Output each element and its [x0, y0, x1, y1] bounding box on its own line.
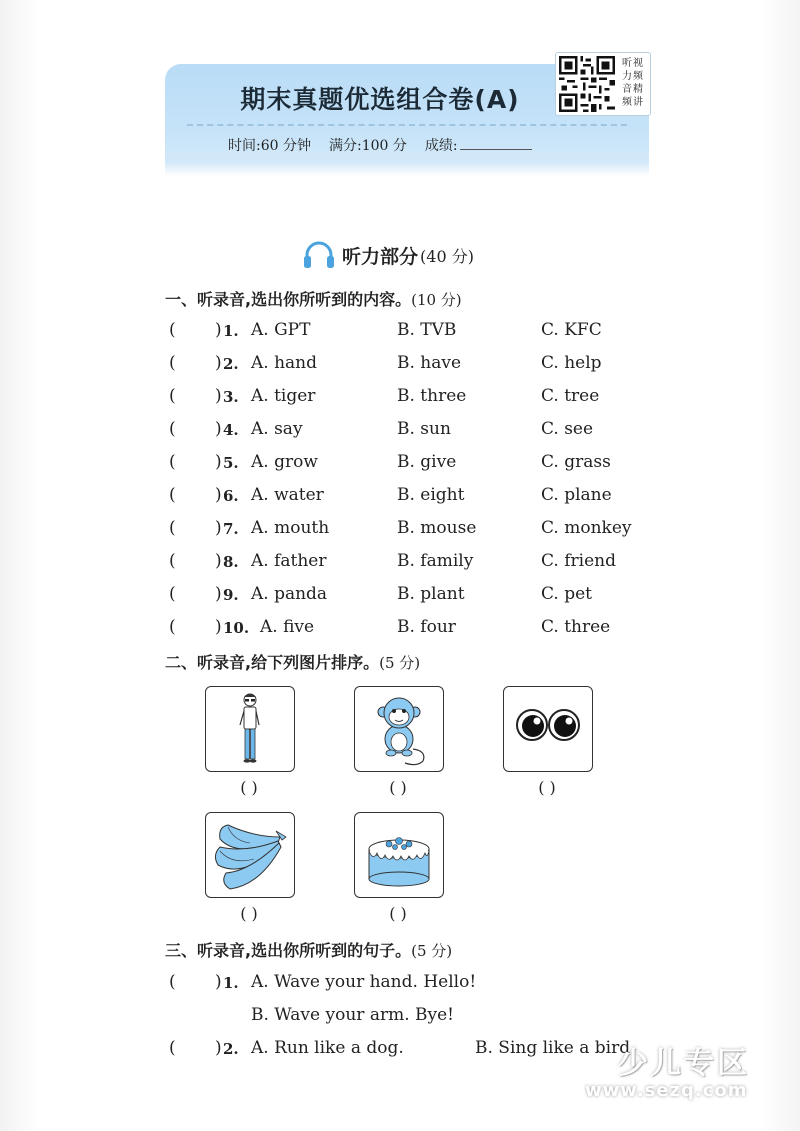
question-number: 10. — [223, 619, 250, 637]
section-3-heading: 三、听录音,选出你所听到的句子。(5 分) — [165, 941, 453, 960]
option-b: B. TVB — [397, 320, 457, 340]
option-a: A. panda — [251, 584, 328, 604]
option-b: B. have — [397, 353, 462, 373]
monkey-icon — [355, 687, 443, 771]
answer-blank-close: ) — [215, 1038, 222, 1058]
option-b: B. Wave your arm. Bye! — [251, 1005, 454, 1025]
option-c: C. tree — [541, 386, 600, 406]
watermark-brand: 少儿专区 — [618, 1046, 750, 1081]
option-b: B. mouse — [397, 518, 477, 538]
question-number: 7. — [223, 520, 239, 538]
option-b: B. Sing like a bird. — [475, 1038, 636, 1058]
option-b: B. four — [397, 617, 456, 637]
exam-info — [228, 134, 532, 156]
option-a: A. tiger — [251, 386, 316, 406]
option-c: C. KFC — [541, 320, 602, 340]
option-a: A. hand — [251, 353, 317, 373]
question-number: 5. — [223, 454, 239, 472]
answer-blank-open[interactable]: ( — [169, 320, 176, 340]
option-b: B. three — [397, 386, 467, 406]
picture-answer-blank[interactable]: ( ) — [240, 904, 258, 923]
picture-answer-blank[interactable]: ( ) — [389, 904, 407, 923]
score-blank-line — [460, 135, 532, 150]
option-c: C. three — [541, 617, 611, 637]
option-a: A. grow — [251, 452, 318, 472]
question-row — [165, 353, 685, 377]
sentence-option-row — [165, 1005, 685, 1029]
answer-blank-close: ) — [215, 617, 222, 637]
question-number: 1. — [223, 322, 239, 340]
answer-blank-close: ) — [215, 584, 222, 604]
sentence-question-row — [165, 972, 685, 996]
question-row — [165, 452, 685, 476]
option-b: B. sun — [397, 419, 451, 439]
picture-card-monkey — [354, 686, 444, 772]
picture-answer-blank[interactable]: ( ) — [389, 778, 407, 797]
banner-divider — [187, 124, 627, 126]
answer-blank-close: ) — [215, 518, 222, 538]
question-number: 8. — [223, 553, 239, 571]
option-a: A. water — [251, 485, 324, 505]
question-number: 4. — [223, 421, 239, 439]
option-c: C. pet — [541, 584, 592, 604]
answer-blank-open[interactable]: ( — [169, 972, 176, 992]
question-row — [165, 485, 685, 509]
question-row — [165, 584, 685, 608]
answer-blank-open[interactable]: ( — [169, 386, 176, 406]
picture-card-cake — [354, 812, 444, 898]
question-row — [165, 419, 685, 443]
option-c: C. monkey — [541, 518, 632, 538]
option-a: A. Wave your hand. Hello! — [251, 972, 477, 992]
option-a: A. mouth — [251, 518, 330, 538]
answer-blank-close: ) — [215, 353, 222, 373]
question-number: 2. — [223, 355, 239, 373]
option-b: B. family — [397, 551, 474, 571]
option-b: B. give — [397, 452, 457, 472]
answer-blank-open[interactable]: ( — [169, 1038, 176, 1058]
answer-blank-open[interactable]: ( — [169, 617, 176, 637]
question-number: 1. — [223, 974, 239, 992]
answer-blank-open[interactable]: ( — [169, 518, 176, 538]
answer-blank-open[interactable]: ( — [169, 419, 176, 439]
banner-fade — [165, 164, 649, 176]
answer-blank-close: ) — [215, 386, 222, 406]
answer-blank-close: ) — [215, 419, 222, 439]
option-c: C. see — [541, 419, 594, 439]
question-row — [165, 386, 685, 410]
bananas-icon — [206, 813, 294, 897]
picture-answer-blank[interactable]: ( ) — [240, 778, 258, 797]
option-c: C. help — [541, 353, 602, 373]
option-a: A. five — [260, 617, 315, 637]
answer-blank-open[interactable]: ( — [169, 551, 176, 571]
option-a: A. say — [251, 419, 303, 439]
watermark-url: www.sezq.com — [585, 1080, 748, 1101]
option-c: C. plane — [541, 485, 612, 505]
answer-blank-open[interactable]: ( — [169, 485, 176, 505]
option-c: C. grass — [541, 452, 611, 472]
answer-blank-open[interactable]: ( — [169, 584, 176, 604]
listening-heading — [302, 238, 474, 272]
score-field — [425, 135, 532, 155]
question-number: 9. — [223, 586, 239, 604]
question-row — [165, 551, 685, 575]
score-label: 成绩: — [424, 138, 458, 154]
time-label: 时间:60 分钟 — [228, 138, 311, 154]
picture-card-eyes — [503, 686, 593, 772]
full-score-label: 满分:100 分 — [328, 138, 407, 154]
qr-code-icon — [559, 56, 615, 112]
section-1-heading: 一、听录音,选出你所听到的内容。(10 分) — [165, 290, 462, 309]
qr-side-text: 听视 力频 音精 频讲 — [622, 58, 644, 108]
question-row — [165, 518, 685, 542]
headphone-icon — [302, 240, 336, 270]
qr-code-panel[interactable] — [555, 52, 651, 116]
question-number: 6. — [223, 487, 239, 505]
question-row — [165, 320, 685, 344]
question-number: 2. — [223, 1040, 239, 1058]
answer-blank-open[interactable]: ( — [169, 353, 176, 373]
answer-blank-close: ) — [215, 972, 222, 992]
picture-card-boy — [205, 686, 295, 772]
picture-card-bananas — [205, 812, 295, 898]
picture-answer-blank[interactable]: ( ) — [538, 778, 556, 797]
section-2-heading: 二、听录音,给下列图片排序。(5 分) — [165, 653, 421, 672]
answer-blank-close: ) — [215, 551, 222, 571]
cake-icon — [355, 813, 443, 897]
eyes-icon — [504, 687, 592, 771]
option-a: A. Run like a dog. — [251, 1038, 404, 1058]
answer-blank-open[interactable]: ( — [169, 452, 176, 472]
option-c: C. friend — [541, 551, 616, 571]
question-number: 3. — [223, 388, 239, 406]
answer-blank-close: ) — [215, 485, 222, 505]
listening-title: 听力部分 — [342, 245, 419, 268]
option-a: A. GPT — [251, 320, 311, 340]
answer-blank-close: ) — [215, 320, 222, 340]
option-b: B. eight — [397, 485, 465, 505]
question-row — [165, 617, 685, 641]
answer-blank-close: ) — [215, 452, 222, 472]
listening-score: (40 分) — [420, 246, 474, 266]
option-a: A. father — [251, 551, 327, 571]
sentence-question-row — [165, 1038, 685, 1062]
boy-with-sunglasses-icon — [206, 687, 294, 771]
exam-title: 期末真题优选组合卷(A) — [240, 85, 520, 114]
option-b: B. plant — [397, 584, 465, 604]
